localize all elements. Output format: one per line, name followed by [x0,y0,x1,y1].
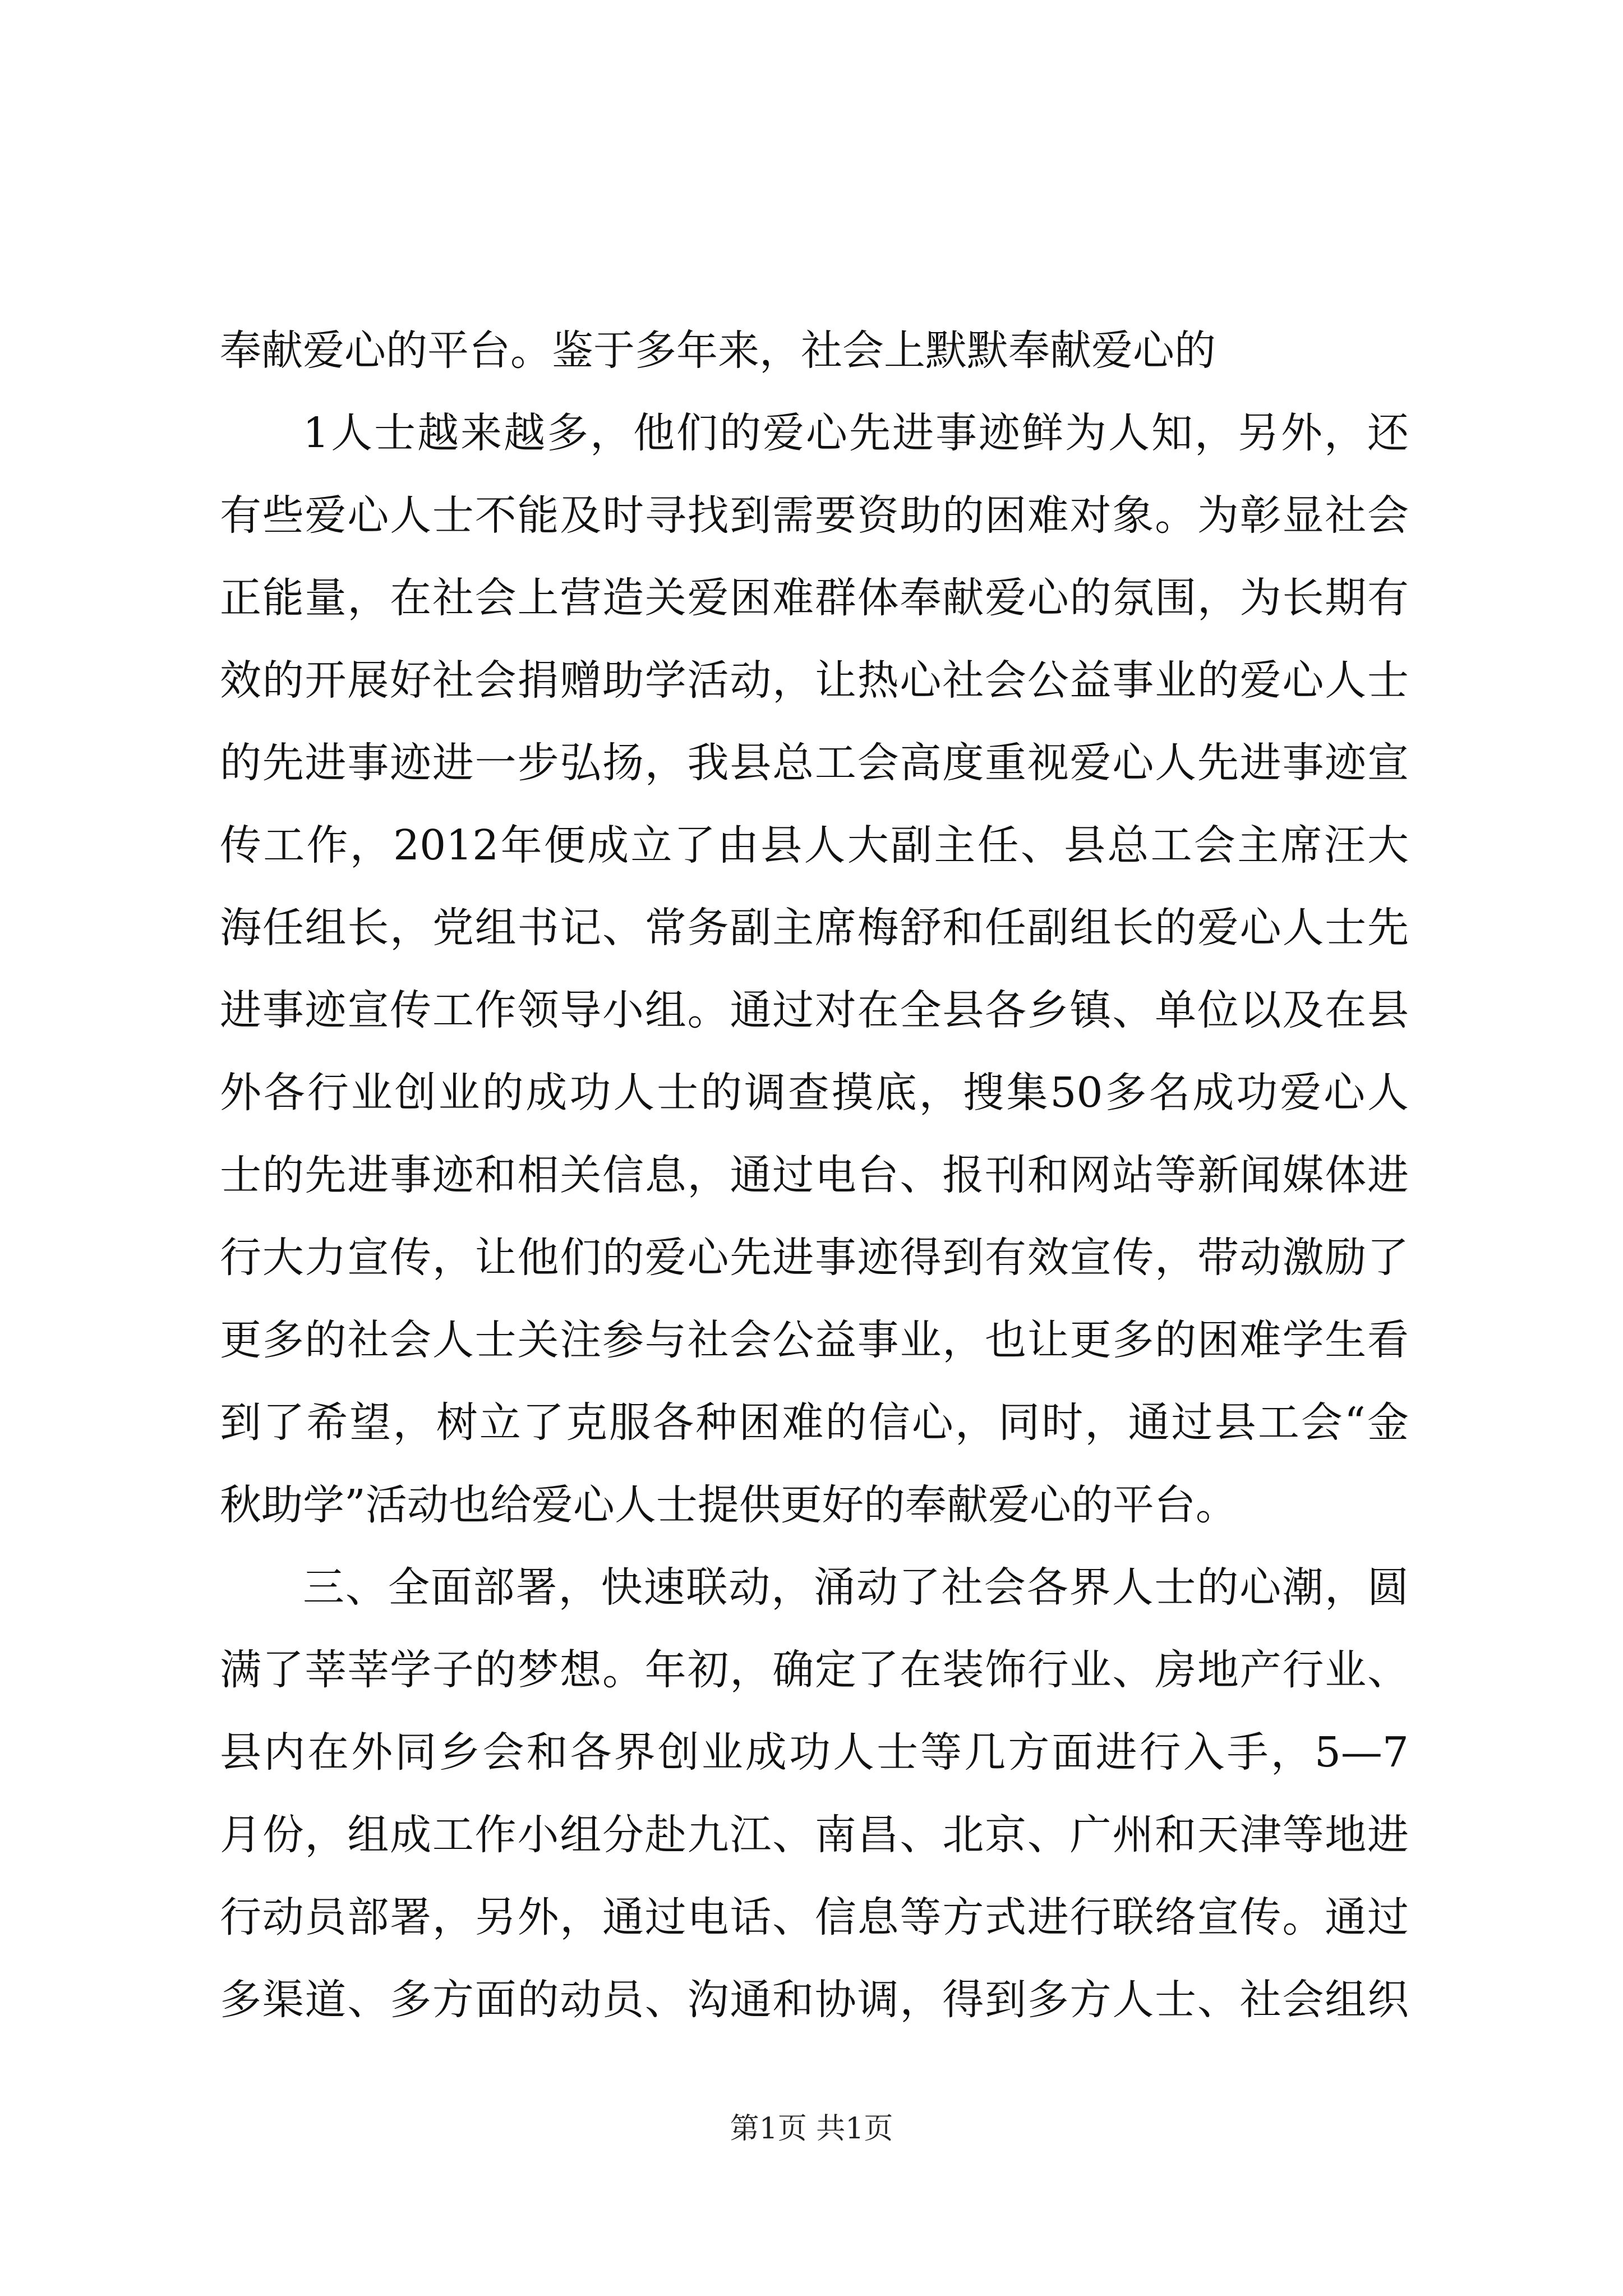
text-line: 月份，组成工作小组分赴九江、南昌、北京、广州和天津等地进 [220,1811,1409,1859]
text-line: 正能量，在社会上营造关爱困难群体奉献爱心的氛围，为长期有 [220,574,1409,622]
text-line: 三、全面部署，快速联动，涌动了社会各界人士的心潮，圆 [303,1563,1409,1612]
page-footer [0,2109,1623,2148]
text-line: 海任组长，党组书记、常务副主席梅舒和任副组长的爱心人士先 [220,904,1409,952]
page-number-label: 第1页 共1页 [730,2112,893,2146]
text-line: 县内在外同乡会和各界创业成功人士等几方面进行入手，5—7 [220,1728,1409,1777]
text-line: 行动员部署，另外，通过电话、信息等方式进行联络宣传。通过 [220,1893,1409,1941]
text-line: 传工作，2012年便成立了由县人大副主任、县总工会主席汪大 [220,821,1409,869]
text-line: 士的先进事迹和相关信息，通过电台、报刊和网站等新闻媒体进 [220,1151,1409,1199]
text-line: 的先进事迹进一步弘扬，我县总工会高度重视爱心人先进事迹宣 [220,739,1409,787]
document-body [220,310,1409,2041]
text-line: 有些爱心人士不能及时寻找到需要资助的困难对象。为彰显社会 [220,491,1409,540]
text-line: 多渠道、多方面的动员、沟通和协调，得到多方人士、社会组织 [220,1976,1409,2024]
text-line: 1人士越来越多，他们的爱心先进事迹鲜为人知，另外，还 [303,409,1409,457]
text-line: 效的开展好社会捐赠助学活动，让热心社会公益事业的爱心人士 [220,656,1409,705]
text-line: 外各行业创业的成功人士的调查摸底，搜集50多名成功爱心人 [220,1069,1409,1117]
text-line: 秋助学”活动也给爱心人士提供更好的奉献爱心的平台。 [220,1481,1237,1529]
text-line: 到了希望，树立了克服各种困难的信心，同时，通过县工会“金 [220,1398,1409,1447]
text-line: 进事迹宣传工作领导小组。通过对在全县各乡镇、单位以及在县 [220,986,1409,1034]
text-line: 奉献爱心的平台。鉴于多年来，社会上默默奉献爱心的 [220,326,1216,375]
text-line: 行大力宣传，让他们的爱心先进事迹得到有效宣传，带动激励了 [220,1234,1409,1282]
text-line: 更多的社会人士关注参与社会公益事业，也让更多的困难学生看 [220,1316,1409,1364]
text-line: 满了莘莘学子的梦想。年初，确定了在装饰行业、房地产行业、 [220,1646,1409,1694]
